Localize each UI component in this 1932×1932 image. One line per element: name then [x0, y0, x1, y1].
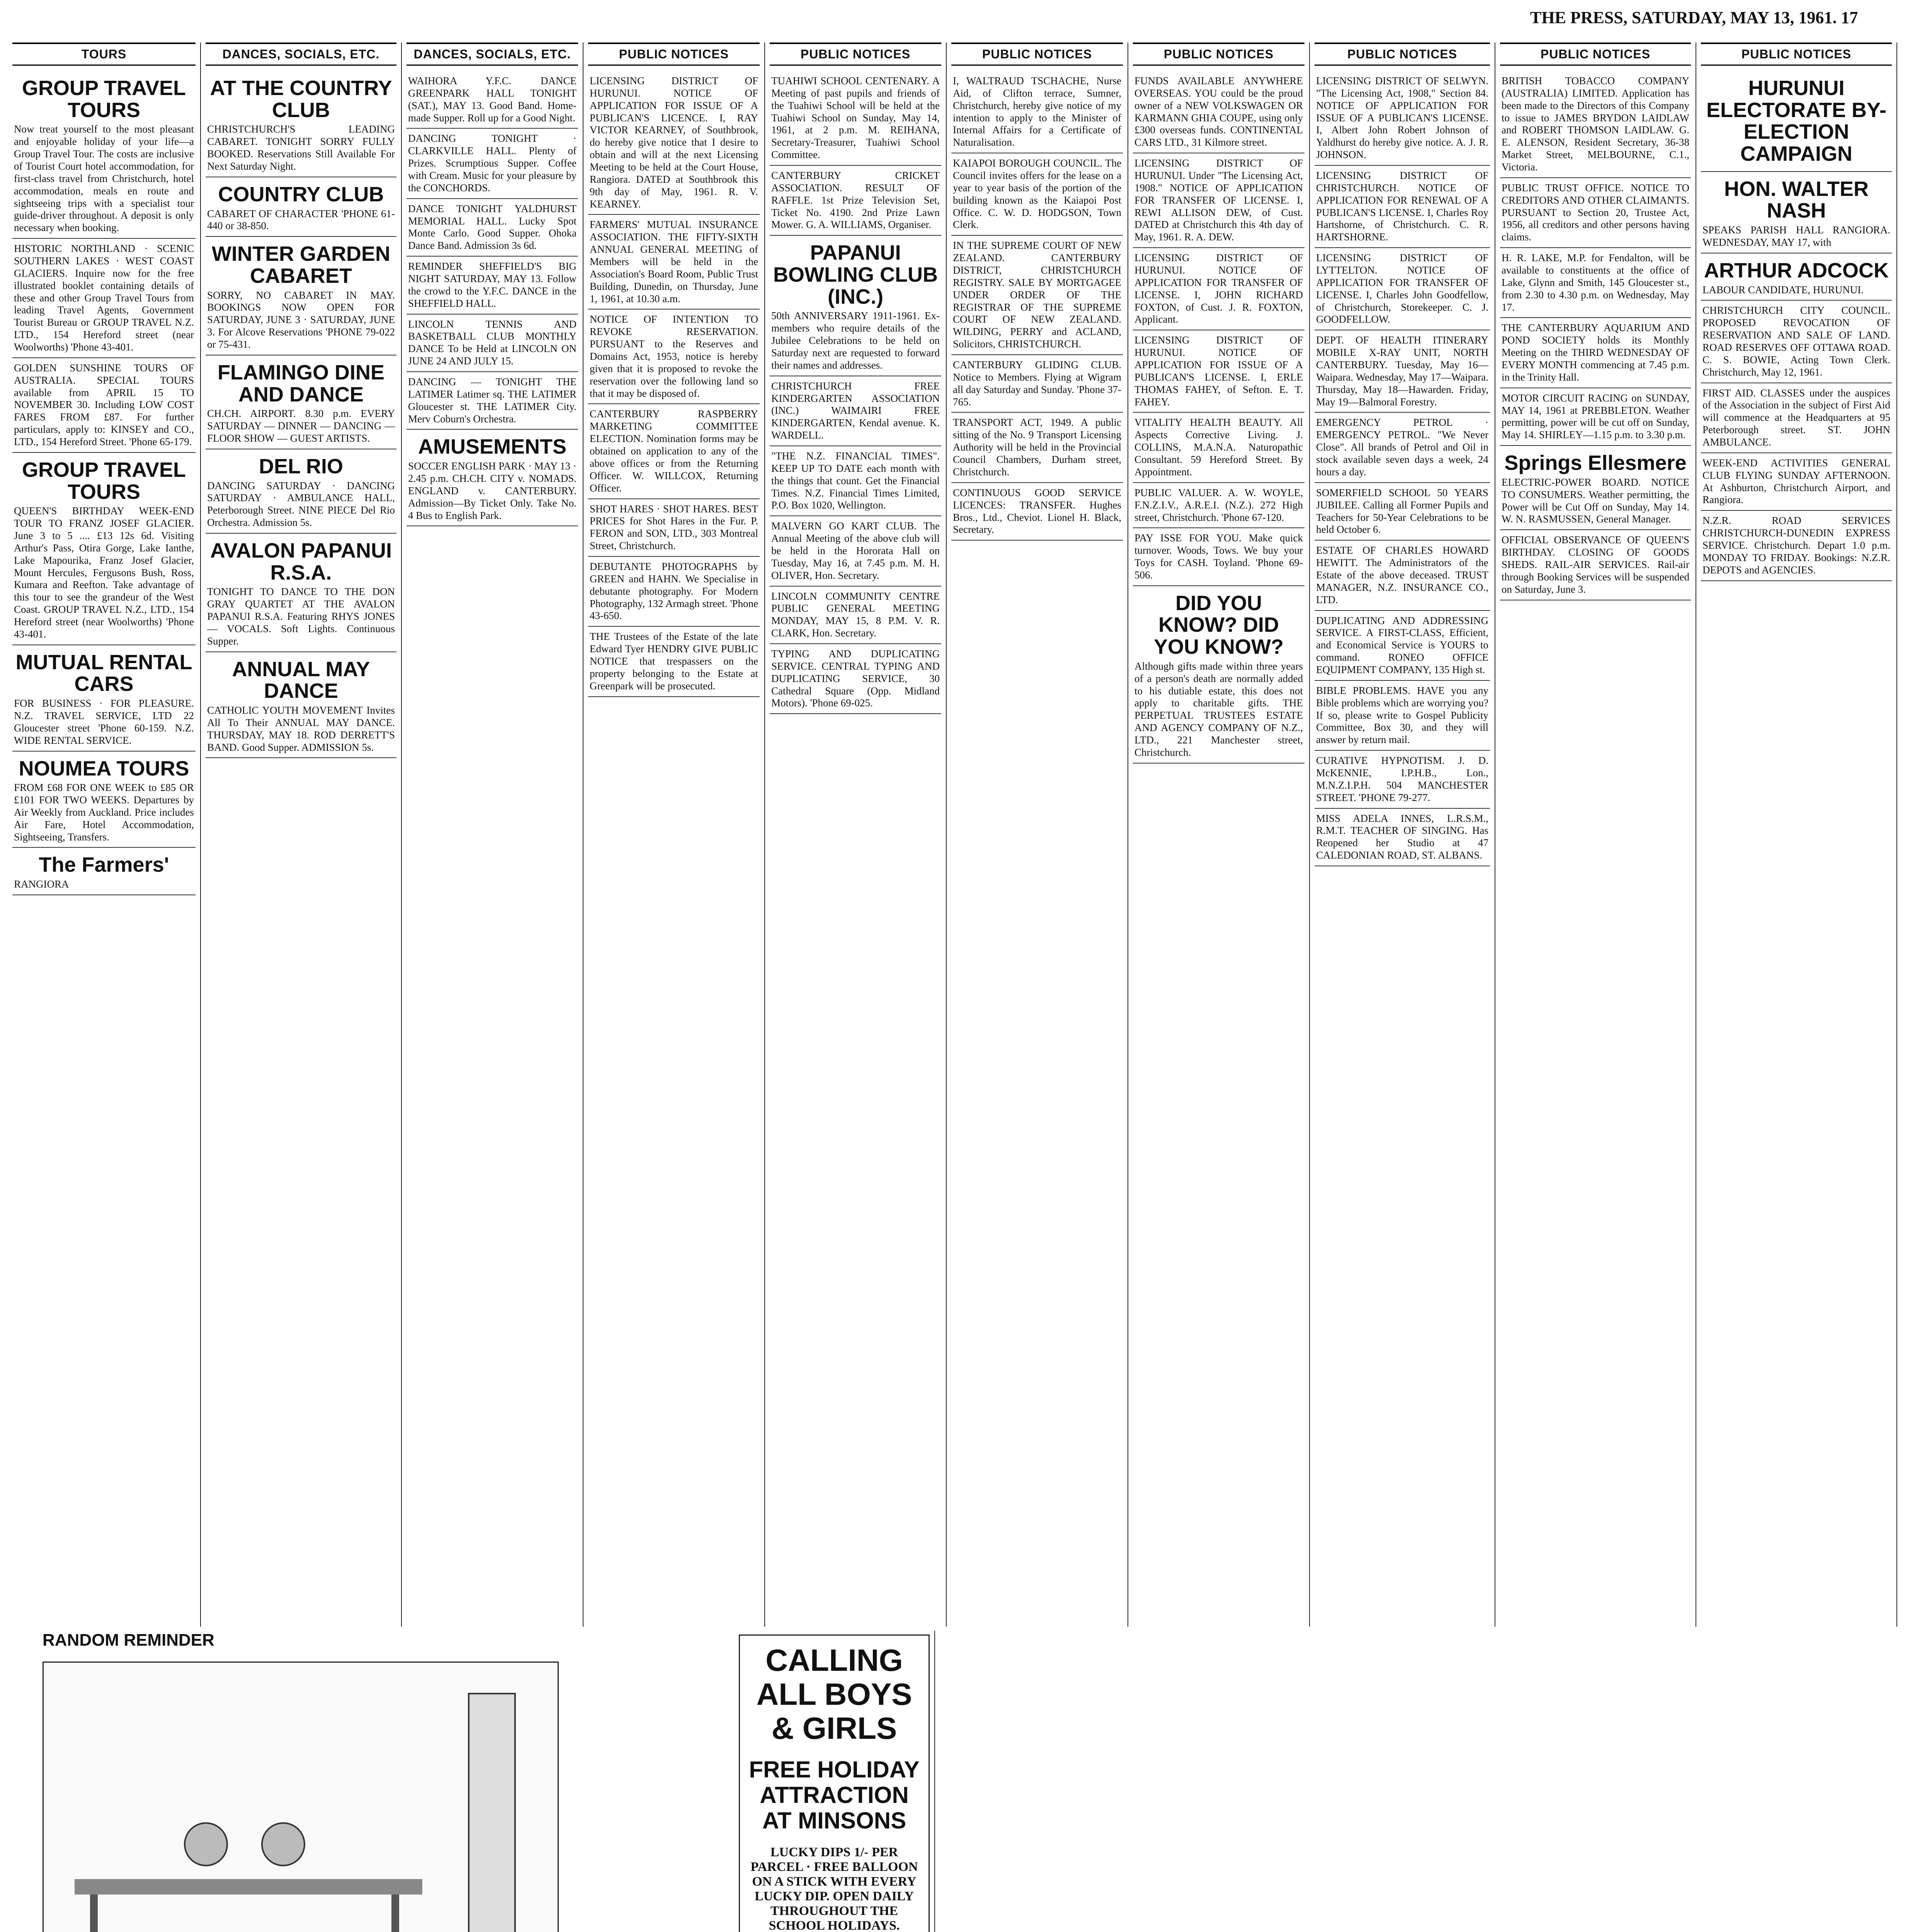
column-heading: PUBLIC NOTICES [1701, 43, 1892, 66]
column-9 [1495, 43, 1696, 1627]
column-heading: DANCES, SOCIALS, ETC. [406, 43, 578, 66]
classified-ad [951, 483, 1123, 541]
ad-text: Now treat yourself to the most pleasant and enjoyable holiday of your life—a Group Travel Tour. The costs are inclusive of Tourist Court hotel accommodation, for first-class travel from Christchurch, hotel accommodation, meals en route and sightseeing trips with a specialist tour guide-driver throughout. A deposit is only necessary when booking. [14, 123, 194, 234]
classified-ad [12, 453, 196, 645]
column-8 [1310, 43, 1495, 1627]
classified-ad [1500, 530, 1691, 600]
classified-ad [770, 236, 941, 376]
ad-text: HISTORIC NORTHLAND · SCENIC SOUTHERN LAKES · WEST COAST GLACIERS. Inquire now for the free illustrated booklet containing details of these and other Group Travel Tours from leading Travel Agents, Government Tourist Bureau or GROUP TRAVEL N.Z. LTD., 154 Hereford street (near Woolworths) 'Phone 43-401. [14, 243, 194, 353]
classified-ad [1133, 586, 1304, 764]
ad-text: TONIGHT TO DANCE TO THE DON GRAY QUARTET AT THE AVALON PAPANUI R.S.A. Featuring RHYS JONES — VOCALS. Soft Lights. Continuous Supper. [207, 586, 395, 647]
ad-text: CANTERBURY CRICKET ASSOCIATION. RESULT OF RAFFLE. 1st Prize Television Set, Ticket No. 4190. 2nd Prize Lawn Mower. G. A. WILLIAMS, Organiser. [771, 170, 940, 231]
classified-ad [1133, 330, 1304, 413]
classified-ad [406, 430, 578, 526]
classified-ad [588, 627, 760, 697]
classified-ad [206, 652, 396, 759]
ad-title: COUNTRY CLUB [218, 182, 384, 206]
classified-ad [588, 557, 760, 627]
ad-text: CH.CH. AIRPORT. 8.30 p.m. EVERY SATURDAY — DINNER — DANCING — FLOOR SHOW — GUEST ARTISTS. [207, 408, 395, 444]
ad-title: Springs Ellesmere [1504, 451, 1687, 475]
classified-ad [1315, 71, 1490, 166]
ad-text: CABARET OF CHARACTER 'PHONE 61-440 or 38-850. [207, 207, 395, 232]
ad-title: WINTER GARDEN CABARET [212, 242, 390, 287]
ad-title: FLAMINGO DINE AND DANCE [218, 361, 384, 406]
ad-text: LINCOLN COMMUNITY CENTRE PUBLIC GENERAL MEETING MONDAY, MAY 15, 8 P.M. V. R. CLARK, Hon. Secretary. [771, 590, 940, 639]
classified-ad [406, 372, 578, 430]
classified-ad [206, 355, 396, 449]
column-heading: PUBLIC NOTICES [1133, 43, 1304, 66]
column-2 [201, 43, 402, 1627]
classified-ad [12, 239, 196, 358]
classified-ad [1315, 681, 1490, 751]
classified-ad [770, 644, 941, 714]
column-10 [1696, 43, 1897, 1627]
ad-title: HURUNUI ELECTORATE BY-ELECTION CAMPAIGN [1706, 77, 1887, 166]
classified-ad [1315, 413, 1490, 483]
ad-text: LICENSING DISTRICT OF HURUNUI. NOTICE OF APPLICATION FOR ISSUE OF A PUBLICAN'S LICENCE. I, RAY VICTOR KEARNEY, of Southbrook, do hereby give notice that I desire to obtain and will at the next Licensing Meeting to be held at the Court House, Rangiora. DATED at Southbrook this 9th day of May, 1961. R. V. KEARNEY. [590, 75, 758, 210]
ad-text: CHRISTCHURCH CITY COUNCIL. PROPOSED REVOCATION OF RESERVATION AND SALE OF LAND. ROAD RESERVES OFF OTTAWA ROAD. C. S. BOWIE, Acting Town Clerk. Christchurch, May 12, 1961. [1702, 304, 1890, 378]
ad-text: CONTINUOUS GOOD SERVICE LICENCES: TRANSFER. Hughes Bros., Ltd., Cheviot. Lionel H. Black, Secretary. [953, 486, 1121, 536]
ad-title: PAPANUI BOWLING CLUB (INC.) [773, 241, 938, 308]
minsons-ad-column [734, 1631, 935, 1932]
column-5 [765, 43, 947, 1627]
ad-text: "THE N.Z. FINANCIAL TIMES". KEEP UP TO DATE each month with the things that count. Get the Financial Times. N.Z. Financial Times Limited, P.O. Box 1020, Wellington. [771, 450, 940, 511]
column-4 [583, 43, 765, 1627]
classified-ad [206, 177, 396, 237]
classified-ad [406, 71, 578, 129]
ad-text: LICENSING DISTRICT OF HURUNUI. Under "The Licensing Act, 1908." NOTICE OF APPLICATION FOR TRANSFER OF LICENSE. I, REWI ALLISON DEW, of Cust. DATED at Christchurch this 4th day of May, 1961. R. A. DEW. [1134, 157, 1303, 243]
classified-ad [1701, 453, 1892, 511]
ad-text: FIRST AID. CLASSES under the auspices of the Association in the subject of First Aid will commence at the Headquarters at 95 Peterborough street. ST. JOHN AMBULANCE. [1702, 387, 1890, 448]
classified-ad [951, 413, 1123, 483]
ad-text: FOR BUSINESS · FOR PLEASURE. N.Z. TRAVEL SERVICE, LTD 22 Gloucester street 'Phone 60-159. N.Z. WIDE RENTAL SERVICE. [14, 697, 194, 746]
classified-ad [1133, 71, 1304, 153]
ad-text: FROM £68 FOR ONE WEEK to £85 OR £101 FOR TWO WEEKS. Departures by Air Weekly from Auckland. Price includes Air Fare, Hotel Accommodation, Sightseeing, Transfers. [14, 782, 194, 843]
ad-text: CHRISTCHURCH'S LEADING CABARET. TONIGHT SORRY FULLY BOOKED. Reservations Still Available For Next Saturday Night. [207, 123, 395, 172]
classified-ad [1315, 751, 1490, 808]
classified-ad [1133, 248, 1304, 330]
classified-ad [770, 516, 941, 586]
ad-text: LINCOLN TENNIS AND BASKETBALL CLUB MONTHLY DANCE To be Held at LINCOLN ON JUNE 24 AND JULY 15. [408, 318, 577, 367]
cartoon-drawing [44, 1663, 558, 1932]
ad-text: FUNDS AVAILABLE ANYWHERE OVERSEAS. YOU could be the proud owner of a NEW VOLKSWAGEN OR KARMANN GHIA COUPE, using only £300 overseas funds. CONTINENTAL CARS LTD., 31 Kilmore street. [1134, 75, 1303, 148]
ad-text: EMERGENCY PETROL · EMERGENCY PETROL. "We Never Close". All brands of Petrol and Oil in stock available seven days a week, 24 hours a day. [1316, 417, 1488, 478]
column-heading: DANCES, SOCIALS, ETC. [206, 43, 396, 66]
classified-ad [1500, 71, 1691, 178]
classified-ad [951, 355, 1123, 413]
classified-ad [1133, 528, 1304, 586]
column-1 [8, 43, 201, 1627]
classified-ad [1315, 611, 1490, 681]
classified-ad [12, 71, 196, 239]
classified-ad [1500, 446, 1691, 530]
ad-text: SORRY, NO CABARET IN MAY. BOOKINGS NOW OPEN FOR SATURDAY, JUNE 3 · SATURDAY, JUNE 3. For Alcove Reservations 'PHONE 79-022 or 75-431. [207, 289, 395, 350]
classified-ad [406, 257, 578, 314]
classified-ad [1701, 253, 1892, 301]
ad-text: SHOT HARES · SHOT HARES. BEST PRICES for Shot Hares in the Fur. P. FERON and SON, LTD., 303 Montreal Street, Christchurch. [590, 503, 758, 552]
column-heading: PUBLIC NOTICES [1500, 43, 1691, 66]
classified-ad [588, 404, 760, 499]
ad-title: DEL RIO [259, 454, 344, 478]
ad-text: CATHOLIC YOUTH MOVEMENT Invites All To Their ANNUAL MAY DANCE. THURSDAY, MAY 18. ROD DERRETT'S BAND. Good Supper. ADMISSION 5s. [207, 704, 395, 753]
ad-title: The Farmers' [39, 853, 169, 877]
ad-title: ANNUAL MAY DANCE [232, 657, 370, 703]
classified-ad [1500, 318, 1691, 388]
ad-text: OFFICIAL OBSERVANCE OF QUEEN'S BIRTHDAY. CLOSING OF GOODS SHEDS. RAIL-AIR SERVICES. Rail-air through Booking Services will be suspended on Saturday, June 3. [1502, 534, 1689, 595]
classified-ad [1315, 483, 1490, 541]
ad-text: H. R. LAKE, M.P. for Fendalton, will be available to constituents at the office of Lake, Glynn and Smith, 145 Gloucester st., from 2.30 to 4.30 p.m. on Wednesday, May 17. [1502, 252, 1689, 313]
classified-ad [206, 534, 396, 652]
classified-ad [206, 449, 396, 534]
ad-text: CANTERBURY RASPBERRY MARKETING COMMITTEE ELECTION. Nomination forms may be obtained on application to any of the above offices or from the Returning Officer. W. WILLCOX, Returning Officer. [590, 408, 758, 494]
ad-text: LICENSING DISTRICT OF LYTTELTON. NOTICE OF APPLICATION FOR TRANSFER OF LICENSE. I, Charles John Goodfellow, of Christchurch, Storekeeper. C. J. GOODFELLOW. [1316, 252, 1488, 325]
classified-ad [588, 499, 760, 557]
classified-ad [1701, 511, 1892, 581]
ad-text: SOMERFIELD SCHOOL 50 YEARS JUBILEE. Calling all Former Pupils and Teachers for 50-Year Celebrations to be held October 6. [1316, 486, 1488, 536]
classified-ad [12, 752, 196, 848]
ad-text: CURATIVE HYPNOTISM. J. D. McKENNIE, I.P.H.B., Lon., M.N.Z.I.P.H. 504 MANCHESTER STREET. 'PHONE 79-277. [1316, 755, 1488, 803]
classified-ad [1315, 330, 1490, 413]
minsons-ad-body: LUCKY DIPS 1/- PER PARCEL · FREE BALLOON ON A STICK WITH EVERY LUCKY DIP. OPEN DAILY THROUGHOUT THE SCHOOL HOLIDAYS. [750, 1845, 918, 1932]
ad-text: IN THE SUPREME COURT OF NEW ZEALAND. CANTERBURY DISTRICT, CHRISTCHURCH REGISTRY. SALE BY MORTGAGEE UNDER ORDER OF THE REGISTRAR OF THE SUPREME COURT OF NEW ZEALAND. WILDING, PERRY and ACLAND, Solicitors, CHRISTCHURCH. [953, 240, 1121, 350]
ad-text: NOTICE OF INTENTION TO REVOKE RESERVATION. PURSUANT to the Reserves and Domains Act, 1953, notice is hereby given that it is proposed to revoke the reservation over the following land so that it may be disposed of. [590, 313, 758, 399]
classified-ad [1133, 153, 1304, 248]
ad-text: DANCING — TONIGHT THE LATIMER Latimer sq. THE LATIMER Gloucester st. THE LATIMER City. Merv Coburn's Orchestra. [408, 376, 577, 425]
classified-ad [1315, 166, 1490, 248]
ad-text: PUBLIC TRUST OFFICE. NOTICE TO CREDITORS AND OTHER CLAIMANTS. PURSUANT to Section 20, Trustee Act, 1956, all creditors and other persons having claims. [1502, 182, 1689, 243]
ad-text: TYPING AND DUPLICATING SERVICE. CENTRAL TYPING AND DUPLICATING SERVICE, 30 Cathedral Square (Opp. Midland Motors). 'Phone 69-025. [771, 648, 940, 709]
classified-ad [206, 71, 396, 177]
column-heading: PUBLIC NOTICES [770, 43, 941, 66]
ad-text: ESTATE OF CHARLES HOWARD HEWITT. The Administrators of the Estate of the above deceased. TRUST MANAGER, N.Z. INSURANCE CO., LTD. [1316, 544, 1488, 605]
ad-text: I, WALTRAUD TSCHACHE, Nurse Aid, of Clifton terrace, Sumner, Christchurch, hereby give notice of my intention to apply to the Minister of Internal Affairs for a Certificate of Naturalisation. [953, 75, 1121, 148]
ad-title: GROUP TRAVEL TOURS [22, 458, 186, 503]
ad-text: DANCING TONIGHT · CLARKVILLE HALL. Plenty of Prizes. Scrumptious Supper. Coffee with Cream. Music for your pleasure by the CONCHORDS. [408, 133, 577, 194]
classified-ad [1701, 383, 1892, 453]
ad-text: Although gifts made within three years of a person's death are normally added to his dutiable estate, this does not apply to charitable gifts. THE PERPETUAL TRUSTEES ESTATE AND AGENCY COMPANY OF N.Z., LTD., 221 Manchester street, Christchurch. [1134, 660, 1303, 758]
cartoon-image [43, 1662, 559, 1932]
classified-ad [770, 376, 941, 446]
ad-text: LABOUR CANDIDATE, HURUNUI. [1702, 284, 1864, 296]
minsons-ad-headline: CALLING ALL BOYS & GIRLS [756, 1643, 912, 1745]
ad-text: GOLDEN SUNSHINE TOURS OF AUSTRALIA. SPECIAL TOURS available from APRIL 15 TO NOVEMBER 30. Including LOW COST FARES FROM £87. For further particulars, apply to: KINSEY and CO., LTD., 154 Hereford Street. 'Phone 65-179. [14, 362, 194, 447]
ad-text: LICENSING DISTRICT OF HURUNUI. NOTICE OF APPLICATION FOR TRANSFER OF LICENSE. I, JOHN RICHARD FOXTON, of Cust. J. R. FOXTON, Applicant. [1134, 252, 1303, 325]
ad-text: MALVERN GO KART CLUB. The Annual Meeting of the above club will be held in the Hororata Hall on Tuesday, May 16, at 7.45 p.m. M. H. OLIVER, Hon. Secretary. [771, 520, 940, 581]
classified-ad [1500, 178, 1691, 248]
ad-text: PAY ISSE FOR YOU. Make quick turnover. Woods, Tows. We buy your Toys for CASH. Toyland. 'Phone 69-506. [1134, 532, 1303, 581]
classified-ad [588, 310, 760, 404]
classified-ad [951, 71, 1123, 153]
ad-text: LICENSING DISTRICT OF CHRISTCHURCH. NOTICE OF APPLICATION FOR RENEWAL OF A PUBLICAN'S LICENSE. I, Charles Roy Hartshorne, of Christchurch. C. R. HARTSHORNE. [1316, 170, 1488, 243]
masthead: THE PRESS, SATURDAY, MAY 13, 1961. 17 [1530, 8, 1858, 27]
ad-text: VITALITY HEALTH BEAUTY. All Aspects Corrective Living. J. COLLINS, M.A.N.A. Naturopathic Consultant. 59 Hereford Street. By Appointment. [1134, 417, 1303, 478]
ad-text: PUBLIC VALUER. A. W. WOYLE, F.N.Z.I.V., A.R.E.I. (N.Z.). 272 High street, Christchurch. 'Phone 67-120. [1134, 486, 1303, 523]
classified-ad [1315, 541, 1490, 611]
classified-ad [1701, 71, 1892, 172]
ad-text: FARMERS' MUTUAL INSURANCE ASSOCIATION. THE FIFTY-SIXTH ANNUAL GENERAL MEETING of Members will be held in the Association's Board Room, Public Trust Building, Dunedin, on Thursday, June 1, 1961, at 10.30 a.m. [590, 219, 758, 304]
ad-text: MOTOR CIRCUIT RACING on SUNDAY, MAY 14, 1961 at PREBBLETON. Weather permitting, power will be cut off on Sunday, May 14. SHIRLEY—1.15 p.m. to 3.30 p.m. [1502, 392, 1689, 441]
ad-text: DANCE TONIGHT YALDHURST MEMORIAL HALL. Lucky Spot Monte Carlo. Good Supper. Ohoka Dance Band. Admission 3s 6d. [408, 202, 577, 252]
classified-ad [770, 71, 941, 166]
ad-text: N.Z.R. ROAD SERVICES CHRISTCHURCH-DUNEDIN EXPRESS SERVICE. Christchurch. Depart 1.0 p.m. MONDAY TO FRIDAY. Bookings: N.Z.R. DEPOTS and AGENCIES. [1702, 515, 1890, 576]
ad-text: THE CANTERBURY AQUARIUM AND POND SOCIETY holds its Monthly Meeting on the THIRD WEDNESDAY OF EVERY MONTH commencing at 7.45 p.m. in the Trinity Hall. [1502, 322, 1689, 383]
column-heading: PUBLIC NOTICES [951, 43, 1123, 66]
classified-ad [951, 236, 1123, 355]
classified-ad [770, 587, 941, 644]
classified-ad [406, 315, 578, 372]
ad-text: TRANSPORT ACT, 1949. A public sitting of the No. 9 Transport Licensing Authority will be held in the Provincial Council Chambers, Durham street, Christchurch. [953, 417, 1121, 478]
classified-ad [12, 645, 196, 752]
column-6 [947, 43, 1128, 1627]
ad-text: LICENSING DISTRICT OF HURUNUI. NOTICE OF APPLICATION FOR ISSUE OF A PUBLICAN'S LICENSE. I, ERLE THOMAS FAHEY, of Sefton. E. T. FAHEY. [1134, 334, 1303, 408]
ad-text: DANCING SATURDAY · DANCING SATURDAY · AMBULANCE HALL, Peterborough Street. NINE PIECE Del Rio Orchestra. Admission 5s. [207, 480, 395, 529]
classified-ad [12, 358, 196, 453]
column-heading: TOURS [12, 43, 196, 66]
ad-text: QUEEN'S BIRTHDAY WEEK-END TOUR TO FRANZ JOSEF GLACIER. June 3 to 5 .... £13 12s 6d. Visiting Arthur's Pass, Otira Gorge, Lake Ianthe, Lake Mapourika, Franz Josef Glacier, Mount Hercules, Fergusons Bush, Ross, Kumara and Reefton. Take advantage of this tour to see the grandeur of the West Coast. GROUP TRAVEL N.Z., LTD., 154 Hereford street (near Woolworths) 'Phone 43-401. [14, 505, 194, 640]
ad-text: KAIAPOI BOROUGH COUNCIL. The Council invites offers for the lease on a year to year basis of the portion of the building known as the Kaiapoi Post Office. C. W. D. HODGSON, Town Clerk. [953, 157, 1121, 231]
ad-text: WEEK-END ACTIVITIES GENERAL CLUB FLYING SUNDAY AFTERNOON. At Ashburton, Christchurch Airport, and Rangiora. [1702, 457, 1890, 506]
ad-title: HON. WALTER NASH [1724, 177, 1869, 223]
column-7 [1128, 43, 1310, 1627]
ad-text: LICENSING DISTRICT OF SELWYN. "The Licensing Act, 1908," Section 84. NOTICE OF APPLICATION FOR ISSUE OF A PUBLICAN'S LICENSE. I, Albert John Robert Johnson of Yaldhurst do hereby give notice. A. J. R. JOHNSON. [1316, 75, 1488, 161]
ad-text: TUAHIWI SCHOOL CENTENARY. A Meeting of past pupils and friends of the Tuahiwi School will be held at the Tuahiwi School on Sunday, May 14, 1961, at 2 p.m. M. REIHANA, Secretary-Treasurer, Tuahiwi School Committee. [771, 75, 940, 161]
ad-text: BRITISH TOBACCO COMPANY (AUSTRALIA) LIMITED. Application has been made to the Directors of this Company to issue to JAMES BRYDON LAIDLAW and ROBERT THOMSON LAIDLAW. G. E. ALENSON, Resident Secretary, 36-38 Market Street, MELBOURNE, C.1., Victoria. [1502, 75, 1689, 173]
ad-title: GROUP TRAVEL TOURS [22, 77, 186, 122]
column-heading: PUBLIC NOTICES [1315, 43, 1490, 66]
classified-ad [1701, 301, 1892, 383]
ad-title: AMUSEMENTS [418, 435, 566, 459]
classified-ad [1133, 483, 1304, 529]
classified-ad [1315, 248, 1490, 330]
ad-text: BIBLE PROBLEMS. HAVE you any Bible problems which are worrying you? If so, please write to Gospel Publicity Committee, Box 30, and they will answer by return mail. [1316, 684, 1488, 746]
random-reminder-title: RANDOM REMINDER [43, 1631, 214, 1650]
ad-text: ELECTRIC-POWER BOARD. NOTICE TO CONSUMERS. Weather permitting, the Power will be Cut Off on Sunday, May 14. W. N. RASMUSSEN, General Manager. [1502, 476, 1689, 525]
ad-text: THE Trustees of the Estate of the late Edward Tyer HENDRY GIVE PUBLIC NOTICE that trespassers on the property belonging to the Estate at Greenpark will be prosecuted. [590, 631, 758, 692]
ad-title: DID YOU KNOW? DID YOU KNOW? [1154, 591, 1284, 659]
classified-ad [406, 129, 578, 199]
ad-text: DEPT. OF HEALTH ITINERARY MOBILE X-RAY UNIT, NORTH CANTERBURY. Tuesday, May 16—Waipara. Wednesday, May 17—Waipara. Thursday, May 18—Hawarden. Friday, May 19—Balmoral Forestry. [1316, 334, 1488, 408]
ad-text: DEBUTANTE PHOTOGRAPHS by GREEN and HAHN. We Specialise in debutante photography. For Modern Photography, 132 Armagh street. 'Phone 43-650. [590, 560, 758, 622]
ad-text: CHRISTCHURCH FREE KINDERGARTEN ASSOCIATION (INC.) WAIMAIRI FREE KINDERGARTEN, Kendal avenue. K. WARDELL. [771, 380, 940, 441]
classified-ad [588, 71, 760, 215]
ad-text: WAIHORA Y.F.C. DANCE GREENPARK HALL TONIGHT (SAT.), MAY 13. Good Band. Home-made Supper. Roll up for a Good Night. [408, 75, 577, 124]
column-heading: PUBLIC NOTICES [588, 43, 760, 66]
classified-ad [588, 215, 760, 310]
minsons-ad-subhead: FREE HOLIDAY ATTRACTION AT MINSONS [749, 1757, 920, 1833]
classified-ad [406, 199, 578, 257]
ad-title: AT THE COUNTRY CLUB [210, 77, 392, 122]
minsons-ad [739, 1634, 930, 1932]
ad-text: SPEAKS PARISH HALL RANGIORA. WEDNESDAY, MAY 17, with [1702, 224, 1890, 248]
classified-ad [770, 166, 941, 236]
ad-title: ARTHUR ADCOCK [1704, 259, 1889, 282]
ad-title: NOUMEA TOURS [19, 757, 189, 780]
classified-ad [206, 237, 396, 355]
ad-text: RANGIORA [14, 878, 69, 890]
classified-ad [12, 848, 196, 895]
ad-title: MUTUAL RENTAL CARS [15, 650, 192, 696]
classified-ad [1701, 172, 1892, 253]
classified-ad [1500, 248, 1691, 318]
ad-text: SOCCER ENGLISH PARK · MAY 13 · 2.45 p.m. CH.CH. CITY v. NOMADS. ENGLAND v. CANTERBURY. Admission—By Ticket Only. Take No. 4 Bus to English Park. [408, 460, 577, 521]
column-3 [402, 43, 583, 1627]
classified-ad [770, 446, 941, 516]
classified-ad [1500, 388, 1691, 446]
ad-text: 50th ANNIVERSARY 1911-1961. Ex-members who require details of the Jubilee Celebrations to be held on Saturday next are requested to forward their names and addresses. [771, 310, 940, 371]
classified-ad [951, 153, 1123, 236]
ad-text: MISS ADELA INNES, L.R.S.M., R.M.T. TEACHER OF SINGING. Has Reopened her Studio at 47 CALEDONIAN ROAD, ST. ALBANS. [1316, 812, 1488, 861]
classified-ad [1315, 809, 1490, 866]
ad-text: DUPLICATING AND ADDRESSING SERVICE. A FIRST-CLASS, Efficient, and Economical Service is YOURS to command. RONEO OFFICE EQUIPMENT COMPANY, 135 High st. [1316, 614, 1488, 675]
ad-title: AVALON PAPANUI R.S.A. [210, 539, 392, 584]
ad-text: REMINDER SHEFFIELD'S BIG NIGHT SATURDAY, MAY 13. Follow the crowd to the Y.F.C. DANCE in the SHEFFIELD HALL. [408, 260, 577, 309]
classified-ad [1133, 413, 1304, 483]
ad-text: CANTERBURY GLIDING CLUB. Notice to Members. Flying at Wigram all day Saturday and Sunday. 'Phone 37-765. [953, 359, 1121, 408]
